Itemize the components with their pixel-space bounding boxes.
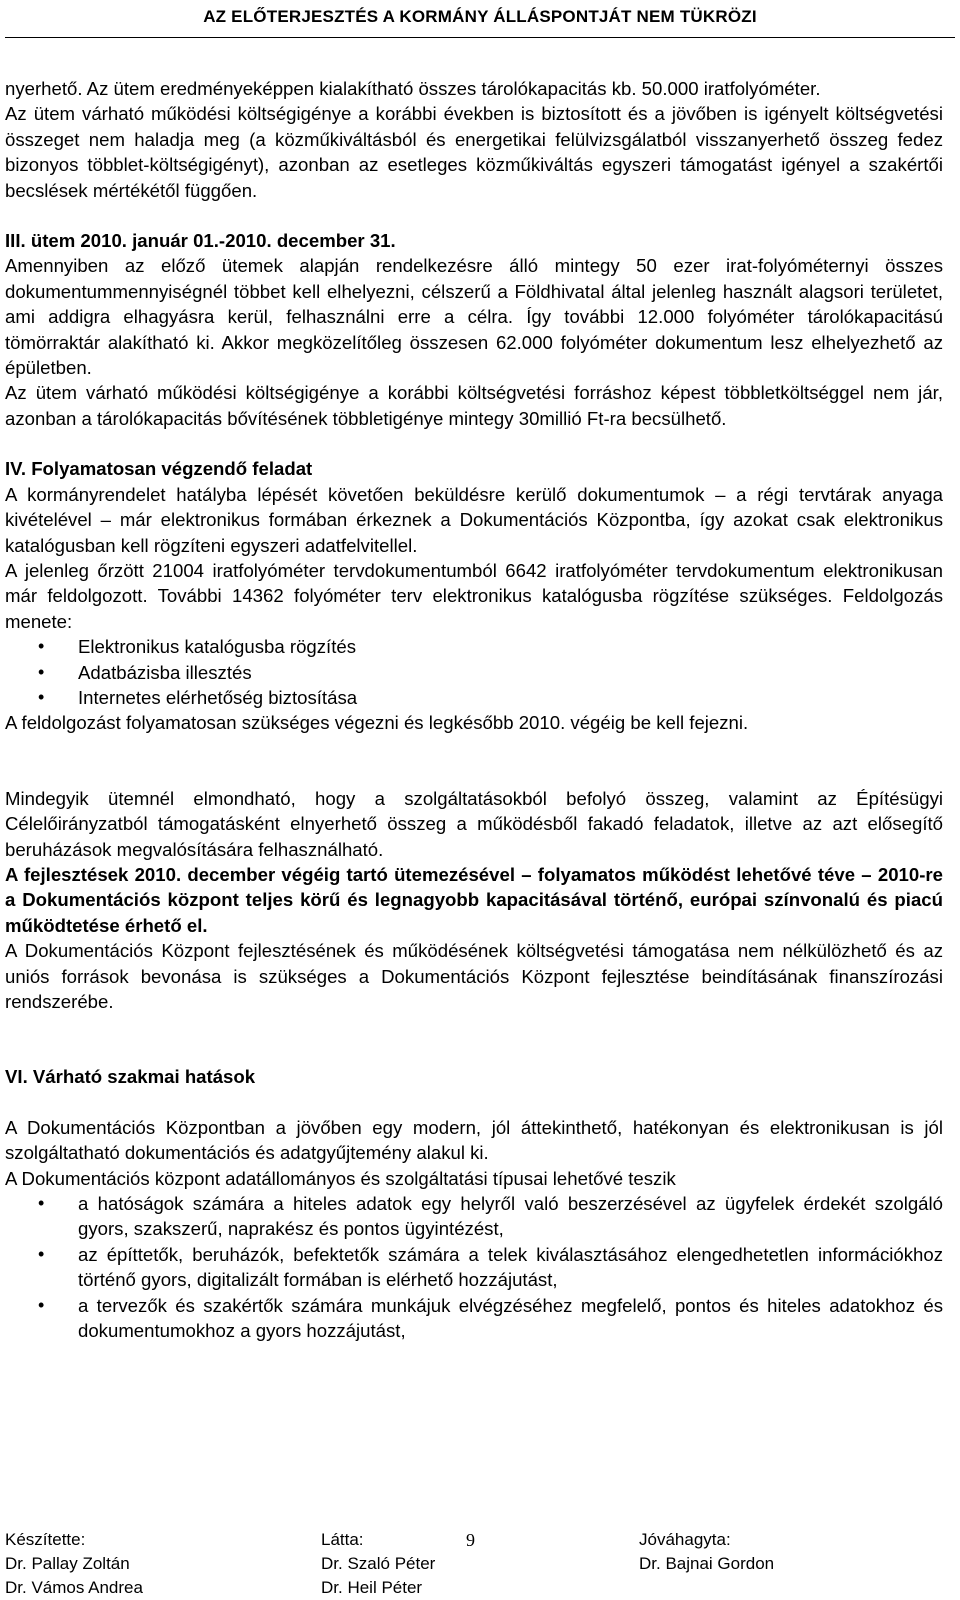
paragraph: Amennyiben az előző ütemek alapján rendelkezésre álló mintegy 50 ezer irat-folyóméternyi összes dokumentummennyiségnél többet kell elhelyezni, célszerű a Földhivatal által jelenleg használt alagsori területet, ami addigra elhagyásra kerül, felhasználni erre a célra. Így további 12.000 folyóméter tárolókapacitású tömörraktár alakítható ki. Akkor megközelítőleg összesen 62.000 folyóméter dokumentum lesz elhelyezhető az épületben. (5, 255, 943, 379)
seen-name: Dr. Szaló Péter (321, 1554, 436, 1573)
paragraph: Mindegyik ütemnél elmondható, hogy a szolgáltatásokból befolyó összeg, valamint az Építésügyi Célelőirányzatból támogatásként elnyerhető összeg a működésből fakadó feladatok, illetve az azt elősegítő beruházások megvalósítására felhasználható. (5, 787, 943, 860)
bullet-list (5, 1191, 943, 1343)
seen-by (321, 1528, 435, 1600)
approved-by (639, 1528, 774, 1576)
section-heading-iv: IV. Folyamatosan végzendő feladat (5, 458, 313, 480)
document-body (5, 76, 943, 1343)
approved-label: Jóváhagyta: (639, 1530, 731, 1549)
paragraph: Az ütem várható működési költségigénye a korábbi költségvetési forráshoz képest többletköltséggel nem jár, azonban a tárolókapacitás bővítésének többletigénye mintegy 30millió Ft-ra becsülhető. (5, 382, 943, 429)
list-item: • Internetes elérhetőség biztosítása (5, 685, 943, 710)
list-item: • a hatóságok számára a hiteles adatok egy helyről való beszerzésével az ügyfelek érdekét szolgáló gyors, szakszerű, naprakész és pontos ügyintézést, (5, 1191, 943, 1242)
paragraph: Az ütem várható működési költségigénye a korábbi években is biztosított és a jövőben is igényelt költségvetési összeget nem haladja meg (a közműkiváltásból és energetikai felülvizsgálatból visszanyerhető összeg fedez bizonyos többlet-költségigényt), azonban az esetleges közműkiváltás egyszeri támogatást igényel a szakértői becslések mértékétől függően. (5, 103, 943, 201)
header-divider (5, 37, 955, 38)
seen-name: Dr. Heil Péter (321, 1578, 423, 1597)
document-header: AZ ELŐTERJESZTÉS A KORMÁNY ÁLLÁSPONTJÁT NEM TÜKRÖZI (203, 7, 757, 26)
paragraph: A Dokumentációs központ adatállományos és szolgáltatási típusai lehetővé teszik (5, 1167, 676, 1189)
list-item: • Elektronikus katalógusba rögzítés (5, 634, 943, 659)
section-heading-vi: VI. Várható szakmai hatások (5, 1066, 256, 1088)
paragraph: A kormányrendelet hatályba lépését követően beküldésre kerülő dokumentumok – a régi tervtárak anyaga kivételével – már elektronikus formában érkeznek a Dokumentációs Központba, így azokat csak elektronikus katalógusban kell rögzíteni egyszeri adatfelvitellel. (5, 483, 943, 556)
page-number: 9 (466, 1530, 475, 1550)
paragraph: A Dokumentációs Központban a jövőben egy modern, jól áttekinthető, hatékonyan és elektronikusan is jól szolgáltatható dokumentációs és adatgyűjtemény alakul ki. (5, 1116, 943, 1164)
prepared-name: Dr. Pallay Zoltán (5, 1554, 130, 1573)
paragraph-bold: A fejlesztések 2010. december végéig tartó ütemezésével – folyamatos működést lehetővé téve – 2010-re a Dokumentációs központ teljes körű és legnagyobb kapacitásával történő, európai színvonalú és piacú működtetése érhető el. (5, 863, 943, 936)
list-item: • a tervezők és szakértők számára munkájuk elvégzéséhez megfelelő, pontos és hiteles adatokhoz és dokumentumokhoz a gyors hozzájutást, (5, 1293, 943, 1344)
paragraph: nyerhető. Az ütem eredményeképpen kialakítható összes tárolókapacitás kb. 50.000 iratfolyóméter. (5, 78, 821, 99)
list-item: • Adatbázisba illesztés (5, 660, 943, 685)
prepared-label: Készítette: (5, 1530, 86, 1549)
approved-name: Dr. Bajnai Gordon (639, 1554, 775, 1573)
section-heading-iii: III. ütem 2010. január 01.-2010. december 31. (5, 230, 396, 252)
paragraph: A feldolgozást folyamatosan szükséges végezni és legkésőbb 2010. végéig be kell fejezni. (5, 712, 749, 734)
paragraph: A Dokumentációs Központ fejlesztésének és működésének költségvetési támogatása nem nélkülözhető és az uniós források bevonása is szükséges a Dokumentációs Központ fejlesztése beindításának finanszírozási rendszerébe. (5, 940, 943, 1012)
bullet-list (5, 634, 943, 710)
list-item: • az építtetők, beruházók, befektetők számára a telek kiválasztásához elengedhetetlen információkhoz történő gyors, digitalizált formában is elérhető hozzájutást, (5, 1242, 943, 1293)
paragraph: A jelenleg őrzött 21004 iratfolyóméter tervdokumentumból 6642 iratfolyóméter tervdokumentum elektronikusan már feldolgozott. További 14362 folyóméter terv elektronikus katalógusba rögzítése szükséges. Feldolgozás menete: (5, 559, 943, 632)
prepared-by (5, 1528, 143, 1600)
prepared-name: Dr. Vámos Andrea (5, 1578, 143, 1597)
seen-label: Látta: (321, 1530, 364, 1549)
